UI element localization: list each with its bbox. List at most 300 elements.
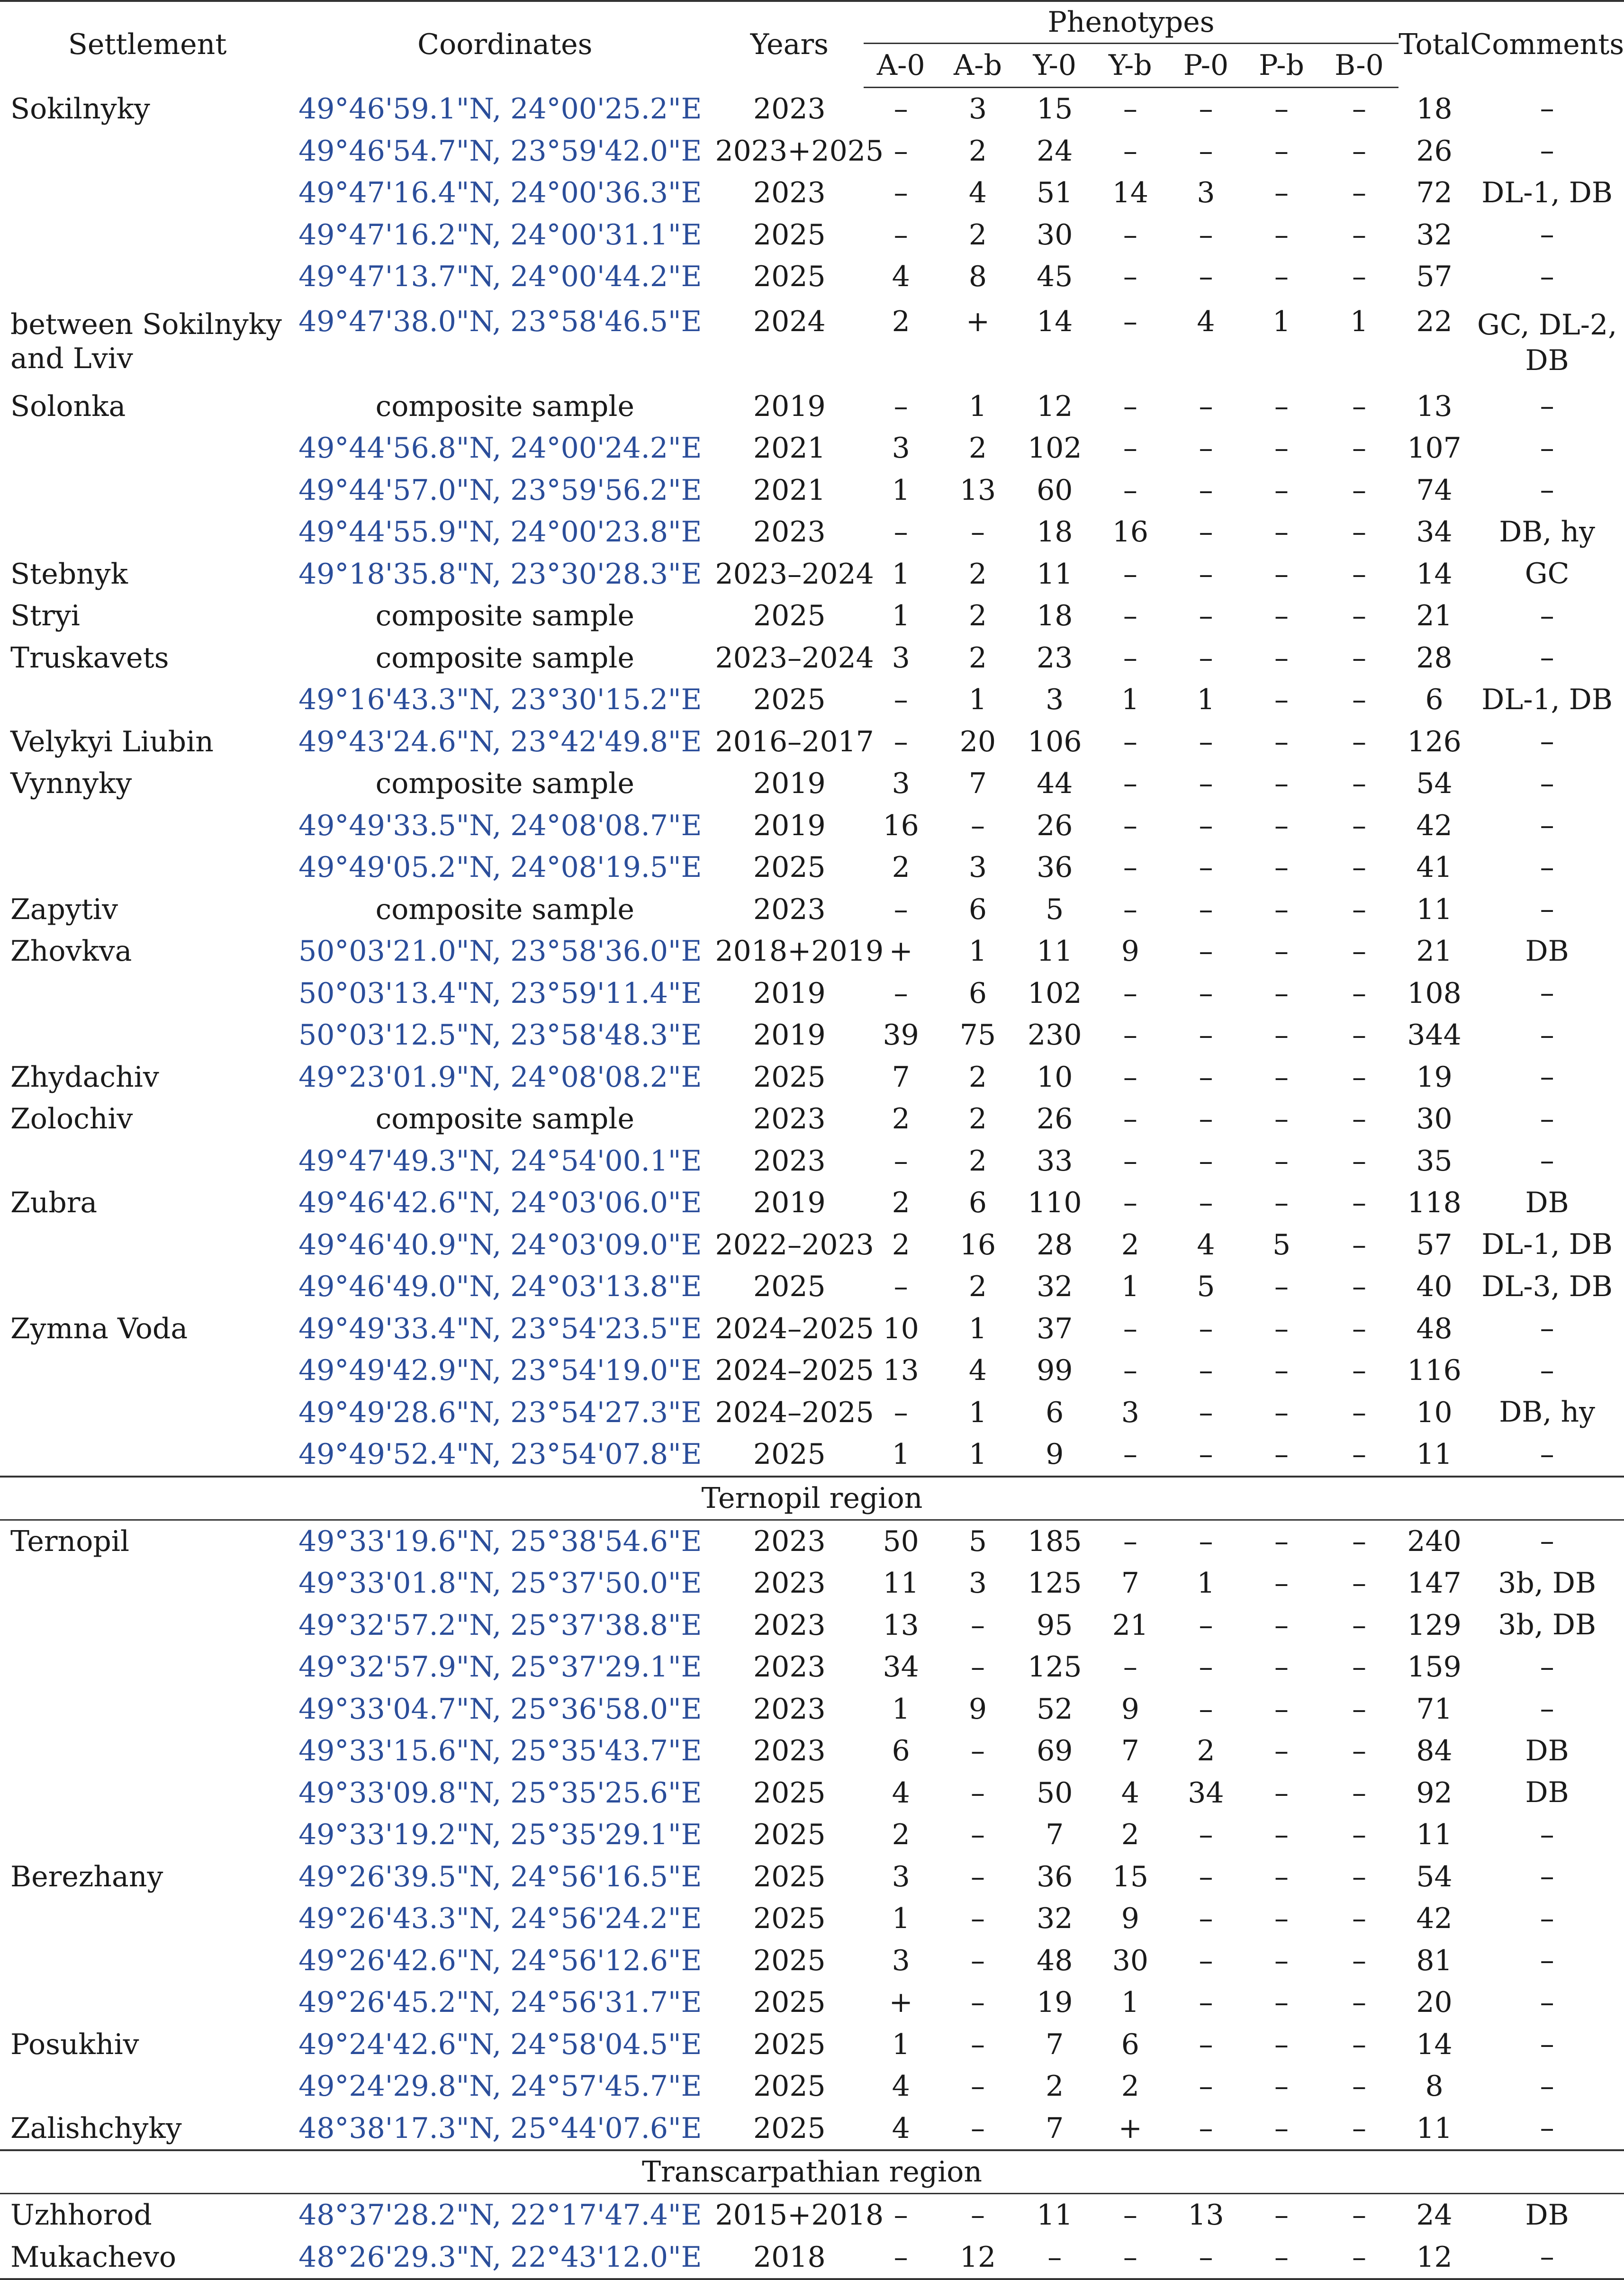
settlement-cell: between Sokilnyky and Lviv [10, 307, 282, 375]
phenotype-count-cell: – [1123, 92, 1137, 126]
phenotype-count-cell: – [1352, 557, 1366, 591]
phenotype-count-cell: 10 [883, 1312, 919, 1345]
header-coordinates: Coordinates [417, 28, 593, 62]
header-phenotype-b0: B-0 [1320, 44, 1398, 88]
phenotype-count-cell: 99 [1037, 1354, 1073, 1388]
header-phenotype-pb: P-b [1243, 44, 1320, 88]
total-cell: 34 [1416, 515, 1453, 549]
years-cell: 2019 [753, 1186, 826, 1220]
header-comments: Comments [1470, 28, 1624, 62]
years-cell: 2025 [753, 1860, 826, 1893]
settlement-cell: Sokilnyky [10, 92, 150, 126]
phenotype-count-cell: – [1123, 389, 1137, 423]
table-row [0, 2194, 1624, 2236]
phenotype-count-cell: – [1274, 1608, 1289, 1642]
phenotype-count-cell: 2 [968, 1060, 987, 1094]
header-settlement: Settlement [68, 28, 227, 62]
phenotype-count-cell: 13 [1188, 2199, 1224, 2232]
years-cell: 2019 [753, 767, 826, 801]
phenotype-count-cell: – [970, 809, 985, 842]
comments-cell: GC, DL-2, DB [1477, 308, 1617, 377]
phenotype-count-cell: – [1274, 1018, 1289, 1052]
phenotype-count-cell: 3 [892, 432, 910, 465]
years-cell: 2025 [753, 851, 826, 884]
phenotype-count-cell: – [1274, 515, 1289, 549]
phenotype-count-cell: 3 [1121, 1396, 1139, 1429]
phenotype-count-cell: 48 [1037, 1944, 1073, 1977]
settlement-cell: Ternopil [10, 1524, 130, 1558]
phenotype-count-cell: 95 [1037, 1608, 1073, 1642]
total-cell: 42 [1416, 1902, 1453, 1936]
phenotype-count-cell: – [970, 1902, 985, 1936]
phenotype-count-cell: 28 [1037, 1228, 1073, 1262]
comments-cell: DB, hy [1499, 1396, 1596, 1429]
phenotype-count-cell: 4 [968, 1354, 987, 1388]
phenotype-count-cell: – [1199, 1818, 1213, 1852]
phenotype-count-cell: 6 [968, 892, 987, 926]
years-cell: 2023–2024 [715, 557, 874, 591]
phenotype-count-cell: – [970, 1944, 985, 1977]
phenotype-count-cell: – [970, 1734, 985, 1768]
phenotype-count-cell: – [893, 1396, 908, 1429]
years-cell: 2021 [753, 473, 826, 507]
settlement-cell [0, 1224, 295, 1266]
phenotype-count-cell: – [1352, 1354, 1366, 1388]
total-cell: 42 [1416, 809, 1453, 842]
comments-cell: – [1540, 725, 1554, 758]
phenotype-count-cell: – [1199, 767, 1213, 801]
table-row [0, 1140, 1624, 1182]
settlement-cell: Solonka [10, 389, 126, 423]
phenotype-count-cell: – [1123, 809, 1137, 842]
years-cell: 2025 [753, 1818, 826, 1852]
phenotype-count-cell: 15 [1112, 1860, 1149, 1893]
coordinates-cell: 49°24'29.8"N, 24°57'45.7"E [298, 2070, 702, 2103]
phenotype-count-cell: 60 [1037, 473, 1073, 507]
phenotype-count-cell: 1 [892, 599, 910, 633]
comments-cell: DB [1525, 2198, 1569, 2232]
phenotype-count-cell: 21 [1112, 1608, 1149, 1642]
phenotype-count-cell: 7 [1046, 2111, 1064, 2145]
comments-cell: – [1540, 2028, 1554, 2061]
phenotype-count-cell: – [1123, 260, 1137, 294]
settlement-cell [0, 1350, 295, 1392]
phenotype-count-cell: – [893, 683, 908, 717]
coordinates-cell: 49°49'42.9"N, 23°54'19.0"E [298, 1354, 702, 1388]
total-cell: 108 [1407, 976, 1462, 1010]
phenotype-count-cell: 3 [892, 641, 910, 675]
phenotype-count-cell: 4 [1197, 1228, 1215, 1262]
comments-cell: – [1540, 641, 1554, 675]
years-cell: 2021 [753, 432, 826, 465]
comments-cell: – [1540, 2069, 1554, 2103]
phenotype-count-cell: 1 [892, 2028, 910, 2061]
coordinates-cell: 49°33'04.7"N, 25°36'58.0"E [298, 1692, 702, 1726]
table-row [0, 1433, 1624, 1477]
phenotype-count-cell: 1 [892, 1902, 910, 1936]
table-row [0, 1814, 1624, 1856]
phenotype-count-cell: 3 [892, 767, 910, 801]
phenotype-count-cell: – [1352, 1144, 1366, 1178]
comments-cell: – [1540, 218, 1554, 252]
years-cell: 2025 [753, 1270, 826, 1304]
coordinates-cell: 49°49'28.6"N, 23°54'27.3"E [298, 1396, 702, 1429]
phenotype-count-cell: 2 [968, 557, 987, 591]
settlement-cell: Zhovkva [10, 935, 132, 968]
phenotype-count-cell: – [1274, 2199, 1289, 2232]
table-row [0, 1688, 1624, 1730]
phenotype-count-cell: 1 [1121, 683, 1139, 717]
settlement-cell [0, 511, 295, 553]
phenotype-count-cell: – [1199, 134, 1213, 168]
comments-cell: – [1540, 431, 1554, 465]
phenotype-count-cell: 1 [968, 683, 987, 717]
comments-cell: – [1540, 599, 1554, 632]
settlement-cell: Mukachevo [10, 2240, 176, 2274]
phenotype-count-cell: 9 [1121, 935, 1139, 968]
phenotype-count-cell: 8 [968, 260, 987, 294]
phenotype-count-cell: – [1274, 976, 1289, 1010]
phenotype-count-cell: 30 [1037, 218, 1073, 252]
table-row [0, 1856, 1624, 1898]
region-row [0, 1477, 1624, 1520]
comments-cell: 3b, DB [1498, 1566, 1597, 1600]
phenotype-count-cell: 18 [1037, 515, 1073, 549]
comments-cell: DB [1525, 1776, 1569, 1810]
total-cell: 21 [1416, 599, 1453, 633]
total-cell: 81 [1416, 1944, 1453, 1977]
phenotype-count-cell: – [1352, 1734, 1366, 1768]
coordinates-cell: 49°47'16.4"N, 24°00'36.3"E [298, 176, 702, 210]
phenotype-count-cell: – [1199, 2240, 1213, 2274]
settlement-cell [0, 847, 295, 889]
phenotype-count-cell: 36 [1037, 1860, 1073, 1893]
table-row [0, 805, 1624, 847]
total-cell: 28 [1416, 641, 1453, 675]
phenotype-count-cell: – [1199, 1396, 1213, 1429]
phenotype-count-cell: 2 [1121, 1228, 1139, 1262]
phenotype-count-cell: – [1274, 683, 1289, 717]
total-cell: 72 [1416, 176, 1453, 210]
coordinates-cell: composite sample [375, 641, 634, 675]
header-total: Total [1398, 28, 1470, 62]
coordinates-cell: 48°37'28.2"N, 22°17'47.4"E [298, 2199, 702, 2232]
table-row [0, 1730, 1624, 1772]
phenotype-count-cell: 1 [1197, 683, 1215, 717]
phenotype-count-cell: – [1352, 1608, 1366, 1642]
table-row [0, 1350, 1624, 1392]
phenotype-count-cell: 1 [968, 935, 987, 968]
phenotype-count-cell: – [1123, 1438, 1137, 1471]
phenotype-count-cell: 14 [1037, 305, 1073, 338]
coordinates-cell: 49°26'42.6"N, 24°56'12.6"E [298, 1944, 702, 1977]
phenotype-count-cell: – [1352, 683, 1366, 717]
phenotype-count-cell: – [1199, 1060, 1213, 1094]
phenotype-count-cell: – [970, 1776, 985, 1810]
region-heading: Ternopil region [0, 1477, 1624, 1520]
total-cell: 54 [1416, 767, 1453, 801]
header-phenotypes: Phenotypes [864, 1, 1398, 44]
comments-cell: – [1540, 976, 1554, 1010]
phenotype-count-cell: – [970, 2111, 985, 2145]
phenotype-count-cell: 26 [1037, 1102, 1073, 1136]
table-row [0, 889, 1624, 931]
phenotype-count-cell: – [1199, 851, 1213, 884]
comments-cell: – [1540, 1102, 1554, 1135]
phenotype-count-cell: – [1274, 1144, 1289, 1178]
total-cell: 41 [1416, 851, 1453, 884]
phenotype-count-cell: 75 [959, 1018, 996, 1052]
settlement-cell: Zapytiv [10, 892, 118, 926]
coordinates-cell: 49°16'43.3"N, 23°30'15.2"E [298, 683, 702, 717]
phenotype-count-cell: 69 [1037, 1734, 1073, 1768]
phenotype-count-cell: – [893, 976, 908, 1010]
total-cell: 147 [1407, 1567, 1462, 1600]
phenotype-count-cell: 1 [968, 1312, 987, 1345]
total-cell: 84 [1416, 1734, 1453, 1768]
coordinates-cell: 49°26'39.5"N, 24°56'16.5"E [298, 1860, 702, 1893]
settlement-cell [0, 1814, 295, 1856]
phenotype-count-cell: – [1352, 92, 1366, 126]
total-cell: 74 [1416, 473, 1453, 507]
settlement-cell: Uzhhorod [10, 2199, 152, 2232]
comments-cell: – [1540, 1437, 1554, 1471]
total-cell: 30 [1416, 1102, 1453, 1136]
total-cell: 118 [1407, 1186, 1462, 1220]
phenotype-count-cell: – [1274, 1438, 1289, 1471]
settlement-cell [0, 1898, 295, 1940]
phenotype-count-cell: 32 [1037, 1270, 1073, 1304]
total-cell: 11 [1416, 1438, 1453, 1471]
years-cell: 2023 [753, 1734, 826, 1768]
settlement-cell [0, 1392, 295, 1434]
phenotype-count-cell: – [1123, 218, 1137, 252]
comments-cell: – [1540, 1353, 1554, 1387]
phenotype-count-cell: 11 [1037, 2199, 1073, 2232]
phenotype-count-cell: – [970, 2028, 985, 2061]
phenotype-count-cell: 14 [1112, 176, 1149, 210]
years-cell: 2018 [753, 2240, 826, 2274]
phenotype-count-cell: 1 [892, 1438, 910, 1471]
phenotype-count-cell: – [1352, 2240, 1366, 2274]
phenotype-count-cell: – [1199, 2070, 1213, 2103]
phenotype-count-cell: – [1352, 1902, 1366, 1936]
total-cell: 159 [1407, 1650, 1462, 1684]
years-cell: 2023 [753, 892, 826, 926]
header-phenotype-p0: P-0 [1169, 44, 1243, 88]
phenotype-count-cell: 15 [1037, 92, 1073, 126]
settlement-cell [0, 1940, 295, 1982]
phenotype-count-cell: 11 [883, 1567, 919, 1600]
coordinates-cell: 49°47'13.7"N, 24°00'44.2"E [298, 260, 702, 294]
phenotype-count-cell: 1 [1350, 305, 1369, 338]
phenotype-count-cell: – [1199, 473, 1213, 507]
comments-cell: – [1540, 2111, 1554, 2145]
phenotype-count-cell: – [1352, 725, 1366, 758]
table-row [0, 427, 1624, 469]
phenotype-count-cell: – [1352, 134, 1366, 168]
phenotype-count-cell: – [1352, 389, 1366, 423]
phenotype-count-cell: – [1199, 1102, 1213, 1136]
coordinates-cell: 49°49'52.4"N, 23°54'07.8"E [298, 1438, 702, 1471]
total-cell: 24 [1416, 2199, 1453, 2232]
phenotype-count-cell: – [1352, 1524, 1366, 1558]
phenotype-count-cell: – [970, 2199, 985, 2232]
coordinates-cell: 49°32'57.9"N, 25°37'29.1"E [298, 1650, 702, 1684]
phenotype-count-cell: – [1352, 2111, 1366, 2145]
phenotype-count-cell: – [1274, 767, 1289, 801]
phenotype-count-cell: 1 [968, 1438, 987, 1471]
table-body [0, 88, 1624, 2280]
phenotype-count-cell: 3 [892, 1860, 910, 1893]
phenotype-count-cell: – [1199, 2028, 1213, 2061]
settlement-cell [0, 130, 295, 172]
years-cell: 2023 [753, 1524, 826, 1558]
phenotype-count-cell: 52 [1037, 1692, 1073, 1726]
phenotype-count-cell: – [1352, 1692, 1366, 1726]
phenotype-count-cell: 12 [1037, 389, 1073, 423]
phenotype-count-cell: – [1199, 92, 1213, 126]
phenotype-count-cell: – [1123, 473, 1137, 507]
coordinates-cell: 49°33'09.8"N, 25°35'25.6"E [298, 1776, 702, 1810]
coordinates-cell: 49°49'33.4"N, 23°54'23.5"E [298, 1312, 702, 1345]
phenotype-count-cell: – [1199, 557, 1213, 591]
table-row [0, 172, 1624, 214]
phenotype-count-cell: 2 [968, 1102, 987, 1136]
comments-cell: – [1540, 1860, 1554, 1893]
phenotype-count-cell: – [1352, 1776, 1366, 1810]
years-cell: 2023 [753, 1567, 826, 1600]
phenotype-count-cell: – [1199, 1186, 1213, 1220]
table-row [0, 1940, 1624, 1982]
phenotype-count-cell: 6 [892, 1734, 910, 1768]
phenotype-count-cell: – [1274, 892, 1289, 926]
settlement-cell: Zubra [10, 1186, 98, 1220]
phenotype-count-cell: – [1199, 1986, 1213, 2019]
header-phenotype-y0: Y-0 [1018, 44, 1092, 88]
table-row [0, 1646, 1624, 1688]
phenotype-count-cell: – [1199, 432, 1213, 465]
phenotype-count-cell: 6 [1121, 2028, 1139, 2061]
years-cell: 2019 [753, 389, 826, 423]
total-cell: 57 [1416, 1228, 1453, 1262]
phenotype-count-cell: – [1274, 725, 1289, 758]
phenotype-count-cell: – [1352, 935, 1366, 968]
phenotype-count-cell: – [1352, 1438, 1366, 1471]
phenotype-count-cell: – [1199, 1944, 1213, 1977]
coordinates-cell: 49°46'49.0"N, 24°03'13.8"E [298, 1270, 702, 1304]
comments-cell: – [1540, 1144, 1554, 1178]
phenotype-count-cell: + [965, 305, 990, 338]
phenotype-count-cell: 185 [1028, 1524, 1082, 1558]
phenotype-count-cell: – [1199, 515, 1213, 549]
phenotype-count-cell: – [1352, 515, 1366, 549]
phenotype-count-cell: 10 [1037, 1060, 1073, 1094]
phenotype-count-cell: – [1123, 767, 1137, 801]
total-cell: 22 [1416, 305, 1453, 338]
phenotype-count-cell: – [1199, 1860, 1213, 1893]
table-row [0, 1392, 1624, 1434]
phenotype-count-cell: – [1123, 432, 1137, 465]
phenotype-count-cell: + [889, 1986, 913, 2019]
years-cell: 2025 [753, 1986, 826, 2019]
total-cell: 26 [1416, 134, 1453, 168]
phenotype-count-cell: – [1123, 305, 1137, 338]
phenotype-count-cell: 2 [892, 1818, 910, 1852]
settlement-cell: Velykyi Liubin [10, 725, 214, 758]
comments-cell: – [1540, 1902, 1554, 1935]
phenotype-count-cell: – [1274, 1186, 1289, 1220]
comments-cell: – [1540, 1524, 1554, 1558]
total-cell: 11 [1416, 1818, 1453, 1852]
coordinates-cell: composite sample [375, 599, 634, 633]
phenotype-count-cell: – [1274, 2070, 1289, 2103]
total-cell: 129 [1407, 1608, 1462, 1642]
phenotype-count-cell: – [1352, 1396, 1366, 1429]
settlement-cell [0, 1266, 295, 1308]
phenotype-count-cell: 2 [968, 599, 987, 633]
table-row [0, 1266, 1624, 1308]
phenotype-count-cell: – [1274, 1354, 1289, 1388]
phenotype-count-cell: 13 [883, 1608, 919, 1642]
comments-cell: – [1540, 473, 1554, 507]
table-row [0, 679, 1624, 721]
phenotype-count-cell: – [1123, 2240, 1137, 2274]
years-cell: 2025 [753, 2070, 826, 2103]
total-cell: 6 [1425, 683, 1444, 717]
settlement-cell: Posukhiv [10, 2028, 139, 2061]
comments-cell: – [1540, 260, 1554, 293]
total-cell: 240 [1407, 1524, 1462, 1558]
phenotype-count-cell: – [1123, 851, 1137, 884]
coordinates-cell: 49°49'33.5"N, 24°08'08.7"E [298, 809, 702, 842]
coordinates-cell: 49°24'42.6"N, 24°58'04.5"E [298, 2028, 702, 2061]
coordinates-cell: 49°43'24.6"N, 23°42'49.8"E [298, 725, 702, 758]
phenotype-count-cell: 5 [1197, 1270, 1215, 1304]
years-cell: 2023 [753, 1650, 826, 1684]
phenotype-count-cell: 1 [968, 1396, 987, 1429]
phenotype-count-cell: – [1352, 1312, 1366, 1345]
table-row [0, 1520, 1624, 1562]
phenotype-count-cell: 1 [1197, 1567, 1215, 1600]
phenotype-count-cell: 1 [892, 1692, 910, 1726]
comments-cell: – [1540, 134, 1554, 168]
table-row [0, 1056, 1624, 1099]
phenotype-count-cell: 2 [968, 432, 987, 465]
table-row [0, 721, 1624, 763]
phenotype-count-cell: 9 [1121, 1902, 1139, 1936]
phenotype-count-cell: – [893, 515, 908, 549]
phenotype-count-cell: – [893, 1270, 908, 1304]
phenotype-count-cell: 16 [883, 809, 919, 842]
phenotype-count-cell: – [893, 134, 908, 168]
comments-cell: – [1540, 1692, 1554, 1726]
phenotype-count-cell: 16 [959, 1228, 996, 1262]
phenotype-count-cell: – [1199, 935, 1213, 968]
phenotype-count-cell: 3 [968, 1567, 987, 1600]
table-row [0, 973, 1624, 1015]
phenotype-count-cell: – [1274, 2111, 1289, 2145]
years-cell: 2024–2025 [715, 1354, 874, 1388]
phenotype-count-cell: 44 [1037, 767, 1073, 801]
phenotype-count-cell: – [1352, 218, 1366, 252]
phenotype-count-cell: – [893, 176, 908, 210]
phenotype-count-cell: – [1352, 1567, 1366, 1600]
years-cell: 2025 [753, 1060, 826, 1094]
phenotype-count-cell: – [1352, 1102, 1366, 1136]
phenotype-count-cell: 5 [968, 1524, 987, 1558]
phenotype-count-cell: 33 [1037, 1144, 1073, 1178]
